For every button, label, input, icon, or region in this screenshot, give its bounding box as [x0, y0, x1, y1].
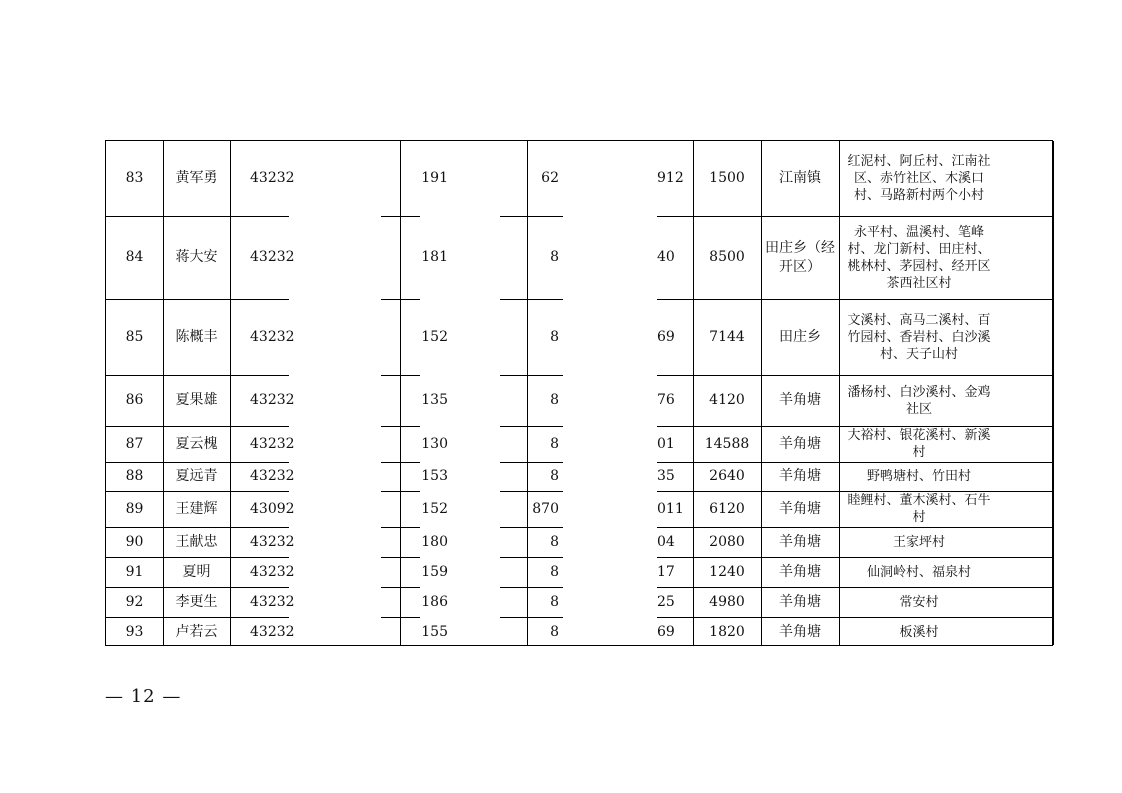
row-number: 86: [125, 392, 144, 408]
value-2: 8: [550, 468, 559, 484]
value-1: 191: [421, 170, 448, 186]
value-2: 8: [550, 563, 559, 580]
town-name: 羊角塘: [779, 500, 821, 517]
id-code: 43092: [250, 500, 295, 517]
remarks: [999, 375, 1053, 426]
value-1: 135: [421, 392, 448, 408]
person-name: 陈概丰: [175, 328, 218, 345]
id-code: 43232: [250, 593, 295, 610]
town-name: 田庄乡: [779, 328, 821, 345]
village-list: 野鸭塘村、竹田村: [866, 469, 971, 484]
value-2: 8: [550, 392, 559, 408]
town-name: 羊角塘: [779, 533, 821, 550]
id-code: 43232: [250, 249, 295, 265]
value-3: 35: [657, 468, 675, 484]
village-list: 板溪村: [899, 624, 939, 640]
value-4: 8500: [709, 249, 745, 265]
remarks: [999, 587, 1053, 617]
remarks: [999, 299, 1053, 375]
person-name: 夏果雄: [175, 392, 218, 408]
row-number: 84: [125, 249, 144, 265]
remarks: [999, 557, 1053, 587]
value-2: 8: [550, 593, 559, 610]
remarks: [999, 617, 1053, 647]
value-4: 4980: [709, 593, 745, 610]
row-number: 92: [125, 593, 144, 610]
value-1: 130: [421, 435, 448, 452]
person-name: 王献忠: [175, 533, 218, 550]
value-3: 69: [657, 328, 675, 345]
value-2: 62: [541, 170, 559, 186]
person-name: 夏明: [182, 563, 211, 580]
value-4: 2640: [709, 468, 745, 484]
value-4: 2080: [709, 533, 745, 550]
town-name: 羊角塘: [779, 563, 821, 580]
remarks: [999, 462, 1053, 491]
value-2: 8: [550, 328, 559, 345]
row-number: 89: [125, 500, 144, 517]
id-code: 43232: [250, 392, 295, 408]
id-code: 43232: [250, 533, 295, 550]
person-name: 蒋大安: [175, 249, 218, 265]
value-1: 186: [421, 593, 448, 610]
value-1: 180: [421, 533, 448, 550]
village-list: 文溪村、高马二溪村、百竹园村、香岩村、白沙溪村、天子山村: [847, 312, 991, 362]
town-name: 田庄乡（经开区）: [765, 239, 835, 275]
data-table: [105, 140, 1053, 646]
page-number: — 12 —: [105, 686, 182, 707]
remarks: [999, 216, 1053, 299]
id-code: 43232: [250, 468, 295, 484]
town-name: 羊角塘: [779, 392, 821, 408]
village-list: 常安村: [899, 594, 939, 610]
id-code: 43232: [250, 623, 295, 640]
remarks: [999, 141, 1053, 216]
value-1: 152: [421, 500, 448, 517]
column-border: [1053, 141, 1054, 645]
village-list: 王家坪村: [892, 534, 945, 550]
value-3: 76: [657, 392, 675, 408]
person-name: 李更生: [175, 593, 218, 610]
village-list: 大裕村、银花溪村、新溪村: [847, 428, 991, 460]
value-1: 155: [421, 623, 448, 640]
value-2: 8: [550, 623, 559, 640]
value-4: 4120: [709, 392, 745, 408]
value-1: 159: [421, 563, 448, 580]
value-1: 181: [421, 249, 448, 265]
row-number: 93: [125, 623, 144, 640]
row-number: 90: [125, 533, 144, 550]
town-name: 羊角塘: [779, 435, 821, 452]
village-list: 红泥村、阿丘村、江南社区、赤竹社区、木溪口村、马路新村两个小村: [847, 154, 991, 203]
id-code: 43232: [250, 328, 295, 345]
value-4: 1240: [709, 563, 745, 580]
row-number: 91: [125, 563, 144, 580]
person-name: 夏云槐: [175, 435, 218, 452]
value-2: 8: [550, 435, 559, 452]
value-2: 8: [550, 249, 559, 265]
remarks: [999, 527, 1053, 557]
value-4: 1500: [709, 170, 745, 186]
town-name: 羊角塘: [779, 593, 821, 610]
row-number: 88: [125, 468, 144, 484]
value-4: 6120: [709, 500, 745, 517]
village-list: 睦鲤村、董木溪村、石牛村: [847, 493, 991, 525]
person-name: 黄军勇: [175, 170, 218, 186]
value-3: 01: [657, 435, 675, 452]
town-name: 江南镇: [779, 170, 821, 186]
person-name: 卢若云: [175, 623, 218, 640]
value-3: 011: [657, 500, 684, 517]
remarks: [999, 491, 1053, 527]
village-list: 潘杨村、白沙溪村、金鸡社区: [847, 384, 991, 417]
value-2: 8: [550, 533, 559, 550]
village-list: 永平村、温溪村、笔峰村、龙门新村、田庄村、桃林村、茅园村、经开区茶西社区村: [847, 224, 991, 291]
value-3: 40: [657, 249, 675, 265]
person-name: 夏远青: [175, 468, 218, 484]
remarks: [999, 426, 1053, 462]
village-list: 仙洞岭村、福泉村: [866, 564, 971, 580]
row-number: 87: [125, 435, 144, 452]
id-code: 43232: [250, 563, 295, 580]
value-4: 7144: [709, 328, 745, 345]
value-4: 1820: [709, 623, 745, 640]
id-code: 43232: [250, 170, 295, 186]
value-3: 69: [657, 623, 675, 640]
value-1: 153: [421, 468, 448, 484]
row-number: 83: [125, 170, 144, 186]
value-3: 25: [657, 593, 675, 610]
value-3: 912: [657, 170, 684, 186]
value-1: 152: [421, 328, 448, 345]
value-4: 14588: [704, 435, 750, 452]
value-3: 04: [657, 533, 675, 550]
id-code: 43232: [250, 435, 295, 452]
town-name: 羊角塘: [779, 623, 821, 640]
town-name: 羊角塘: [779, 468, 821, 484]
value-2: 870: [532, 500, 559, 517]
value-3: 17: [657, 563, 675, 580]
person-name: 王建辉: [175, 500, 218, 517]
row-number: 85: [125, 328, 144, 345]
